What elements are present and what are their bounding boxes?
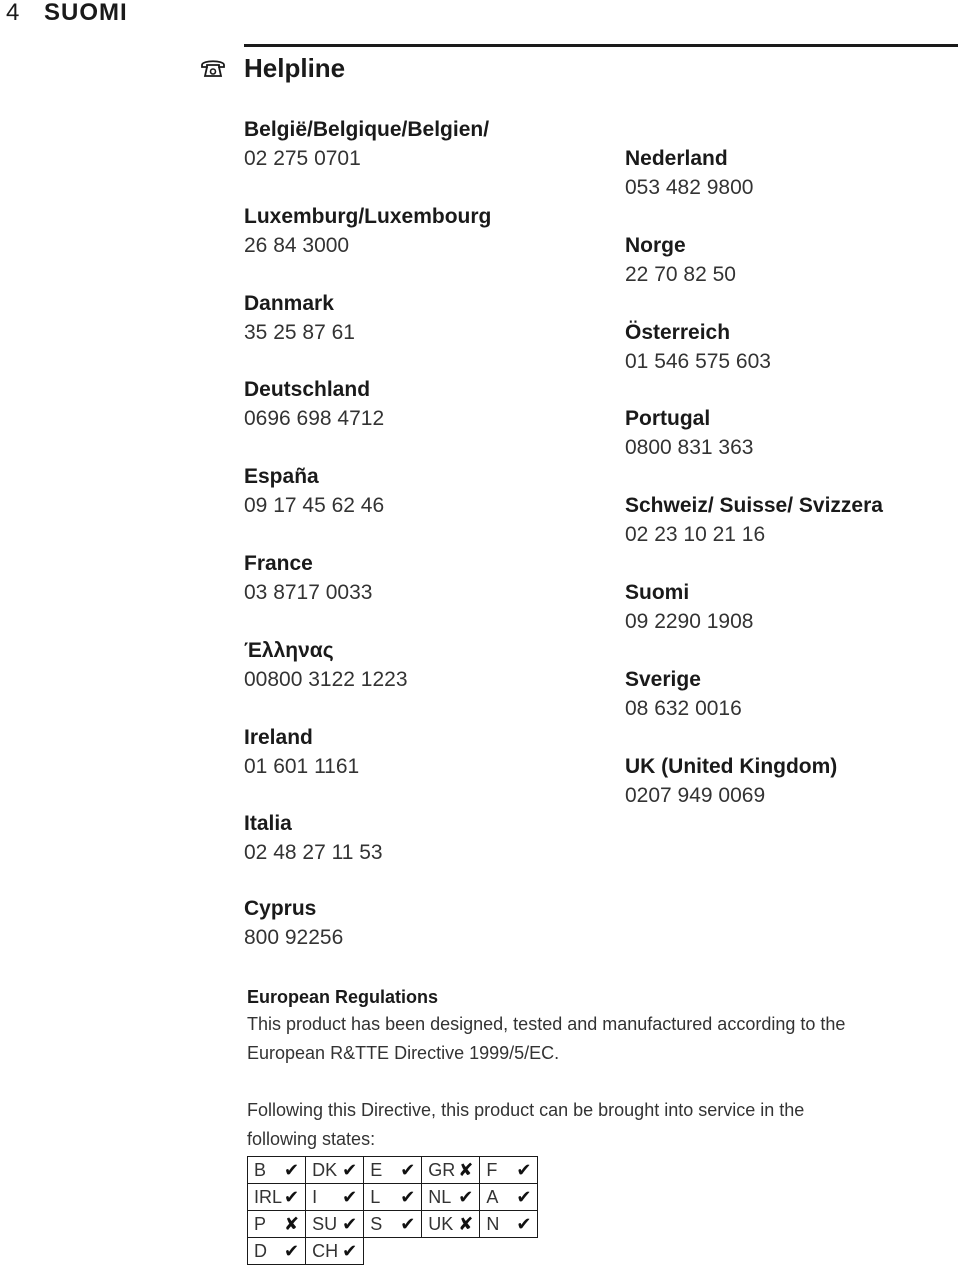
phone-number: 053 482 9800 bbox=[625, 176, 754, 199]
state-code: A bbox=[486, 1186, 499, 1207]
state-cell bbox=[422, 1157, 480, 1184]
phone-number: 35 25 87 61 bbox=[244, 320, 355, 344]
phone-number: 02 275 0701 bbox=[244, 147, 361, 170]
state-cell bbox=[248, 1184, 306, 1211]
cross-icon: ✘ bbox=[284, 1213, 300, 1234]
state-code: SU bbox=[312, 1213, 338, 1234]
country-name: Luxemburg/Luxembourg bbox=[244, 204, 492, 228]
helpline-entry bbox=[625, 492, 883, 579]
empty-cell bbox=[422, 1238, 480, 1265]
european-regulations bbox=[247, 984, 927, 1154]
telephone-icon bbox=[200, 58, 226, 80]
cross-icon: ✘ bbox=[458, 1159, 474, 1180]
state-cell bbox=[422, 1184, 480, 1211]
page-number: 4 bbox=[6, 0, 20, 26]
states-row bbox=[248, 1184, 538, 1211]
state-cell bbox=[248, 1238, 306, 1265]
state-cell bbox=[480, 1211, 538, 1238]
helpline-entry bbox=[244, 203, 491, 290]
helpline-entry bbox=[625, 753, 883, 840]
phone-number: 800 92256 bbox=[244, 926, 344, 949]
check-icon: ✔ bbox=[342, 1240, 358, 1261]
cross-icon: ✘ bbox=[458, 1213, 474, 1234]
country-name: Έλληνας bbox=[244, 638, 334, 662]
state-cell bbox=[480, 1184, 538, 1211]
helpline-entry bbox=[625, 319, 883, 406]
states-row bbox=[248, 1211, 538, 1238]
check-icon: ✔ bbox=[516, 1159, 532, 1180]
country-name: Cyprus bbox=[244, 897, 317, 920]
check-icon: ✔ bbox=[284, 1186, 300, 1207]
helpline-entry bbox=[244, 463, 491, 550]
states-table bbox=[247, 1156, 538, 1265]
helpline-left-column bbox=[244, 116, 491, 897]
check-icon: ✔ bbox=[342, 1186, 358, 1207]
country-name: Ireland bbox=[244, 725, 313, 749]
check-icon: ✔ bbox=[516, 1213, 532, 1234]
country-name: Schweiz/ Suisse/ Svizzera bbox=[625, 494, 883, 518]
phone-number: 0207 949 0069 bbox=[625, 783, 766, 807]
phone-number: 0696 698 4712 bbox=[244, 407, 385, 431]
phone-number: 08 632 0016 bbox=[625, 696, 742, 720]
state-cell bbox=[248, 1157, 306, 1184]
state-code: E bbox=[370, 1159, 383, 1180]
helpline-entry bbox=[625, 232, 883, 319]
state-code: IRL bbox=[254, 1186, 283, 1207]
country-name: UK (United Kingdom) bbox=[625, 754, 838, 778]
state-cell bbox=[248, 1211, 306, 1238]
regulations-paragraph-2 bbox=[247, 1096, 927, 1154]
helpline-entry bbox=[625, 666, 883, 753]
state-code: I bbox=[312, 1186, 318, 1207]
state-code: CH bbox=[312, 1240, 339, 1261]
state-code: L bbox=[370, 1186, 381, 1207]
state-cell bbox=[422, 1211, 480, 1238]
helpline-entry bbox=[244, 550, 491, 637]
state-code: D bbox=[254, 1240, 267, 1261]
state-cell bbox=[364, 1211, 422, 1238]
empty-cell bbox=[480, 1238, 538, 1265]
country-name: Österreich bbox=[625, 320, 731, 344]
language-heading: SUOMI bbox=[44, 0, 128, 26]
country-name: Nederland bbox=[625, 147, 728, 170]
regulations-line: Following this Directive, this product can be brought into service in the bbox=[247, 1100, 805, 1120]
states-row bbox=[248, 1157, 538, 1184]
state-cell bbox=[306, 1184, 364, 1211]
country-name: Danmark bbox=[244, 291, 334, 315]
phone-number: 03 8717 0033 bbox=[244, 580, 373, 604]
country-name: België/Belgique/Belgien/ bbox=[244, 118, 490, 141]
state-cell bbox=[306, 1211, 364, 1238]
helpline-entry bbox=[625, 579, 883, 666]
helpline-entry bbox=[244, 116, 491, 203]
check-icon: ✔ bbox=[400, 1159, 416, 1180]
helpline-entry bbox=[244, 376, 491, 463]
helpline-right-column bbox=[625, 145, 883, 839]
country-name: Italia bbox=[244, 812, 292, 836]
phone-number: 00800 3122 1223 bbox=[244, 667, 408, 691]
country-name: Deutschland bbox=[244, 378, 371, 402]
helpline-entry bbox=[625, 145, 883, 232]
phone-number: 02 48 27 11 53 bbox=[244, 841, 383, 865]
state-code: NL bbox=[428, 1186, 452, 1207]
helpline-title: Helpline bbox=[244, 53, 346, 83]
country-name: Suomi bbox=[625, 580, 690, 604]
check-icon: ✔ bbox=[516, 1186, 532, 1207]
check-icon: ✔ bbox=[284, 1159, 300, 1180]
states-row bbox=[248, 1238, 538, 1265]
phone-number: 22 70 82 50 bbox=[625, 262, 736, 286]
check-icon: ✔ bbox=[284, 1240, 300, 1261]
helpline-entry bbox=[244, 637, 491, 724]
state-code: P bbox=[254, 1213, 267, 1234]
regulations-paragraph-1 bbox=[247, 1010, 927, 1068]
country-name: Sverige bbox=[625, 667, 701, 691]
state-code: DK bbox=[312, 1159, 338, 1180]
check-icon: ✔ bbox=[342, 1159, 358, 1180]
helpline-entry bbox=[244, 290, 491, 377]
country-name: France bbox=[244, 551, 313, 575]
state-code: S bbox=[370, 1213, 383, 1234]
regulations-line: following states: bbox=[247, 1129, 376, 1149]
check-icon: ✔ bbox=[400, 1213, 416, 1234]
phone-number: 01 546 575 603 bbox=[625, 349, 771, 373]
helpline-entry bbox=[244, 810, 491, 897]
regulations-heading: European Regulations bbox=[247, 987, 439, 1007]
phone-number: 09 17 45 62 46 bbox=[244, 494, 385, 518]
state-cell bbox=[364, 1184, 422, 1211]
state-code: GR bbox=[428, 1159, 456, 1180]
phone-number: 01 601 1161 bbox=[244, 754, 360, 778]
country-name: España bbox=[244, 465, 319, 489]
check-icon: ✔ bbox=[400, 1186, 416, 1207]
state-cell bbox=[306, 1157, 364, 1184]
country-name: Norge bbox=[625, 233, 686, 257]
check-icon: ✔ bbox=[458, 1186, 474, 1207]
phone-number: 09 2290 1908 bbox=[625, 609, 754, 633]
header-rule bbox=[244, 44, 958, 47]
helpline-entry bbox=[244, 724, 491, 811]
phone-number: 0800 831 363 bbox=[625, 436, 754, 460]
state-code: N bbox=[486, 1213, 500, 1234]
check-icon: ✔ bbox=[342, 1213, 358, 1234]
state-cell bbox=[480, 1157, 538, 1184]
helpline-entry-cyprus bbox=[244, 895, 343, 982]
helpline-entry bbox=[625, 405, 883, 492]
state-code: UK bbox=[428, 1213, 454, 1234]
regulations-line: This product has been designed, tested and manufactured according to the bbox=[247, 1014, 846, 1034]
empty-cell bbox=[364, 1238, 422, 1265]
phone-number: 02 23 10 21 16 bbox=[625, 523, 766, 547]
phone-number: 26 84 3000 bbox=[244, 233, 350, 257]
state-code: F bbox=[486, 1159, 498, 1180]
country-name: Portugal bbox=[625, 407, 711, 431]
state-cell bbox=[306, 1238, 364, 1265]
regulations-line: European R&TTE Directive 1999/5/EC. bbox=[247, 1043, 560, 1063]
state-cell bbox=[364, 1157, 422, 1184]
state-code: B bbox=[254, 1159, 267, 1180]
